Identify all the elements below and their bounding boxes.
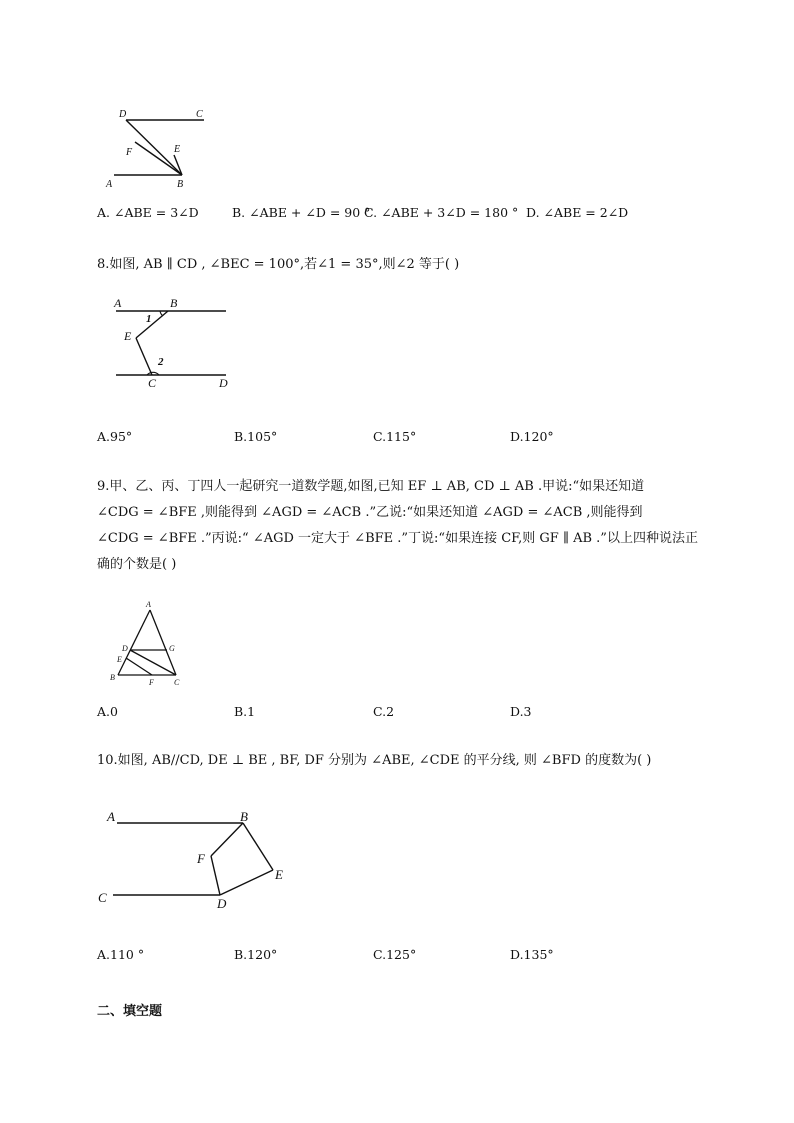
q10-label-f: F xyxy=(197,851,205,866)
q7-label-c: C xyxy=(196,109,203,120)
q10-figure xyxy=(95,805,295,915)
q7-figure xyxy=(100,100,220,195)
q7-label-d: D xyxy=(119,109,127,120)
q7-label-b: B xyxy=(177,179,184,190)
q9-label-c: C xyxy=(174,678,180,687)
q9-stem-line-3: ∠CDG = ∠BFE .”丙说:“ ∠AGD 一定大于 ∠BFE .”丁说:“如果连接 CF,则 GF ∥ AB .”以上四种说法正 xyxy=(97,531,698,546)
q8-option-a[interactable]: A.95° xyxy=(97,429,133,444)
q7-option-b[interactable]: B. ∠ABE + ∠D = 90 ° xyxy=(232,205,371,220)
q9-stem xyxy=(97,474,707,578)
q9-option-b[interactable]: B.1 xyxy=(234,704,256,719)
q7-option-c[interactable]: C. ∠ABE + 3∠D = 180 ° xyxy=(364,205,519,220)
q10-label-e: E xyxy=(275,867,283,882)
q8-angle-1: 1 xyxy=(146,313,152,325)
q7-label-a: A xyxy=(106,179,113,190)
q10-option-d[interactable]: D.135° xyxy=(510,947,554,962)
q10-label-a: A xyxy=(107,809,115,824)
q8-label-b: B xyxy=(170,296,178,310)
q8-option-b[interactable]: B.105° xyxy=(234,429,278,444)
q8-options xyxy=(97,429,737,447)
q9-label-f: F xyxy=(149,678,154,687)
q10-stem: 10.如图, AB//CD, DE ⊥ BE , BF, DF 分别为 ∠ABE, ∠CDE 的平分线, 则 ∠BFD 的度数为( ) xyxy=(97,753,652,768)
q8-label-e: E xyxy=(124,329,132,343)
q8-angle-2: 2 xyxy=(158,356,164,368)
q8-label-d: D xyxy=(219,376,228,390)
q7-option-a[interactable]: A. ∠ABE = 3∠D xyxy=(97,205,199,220)
q7-options xyxy=(97,205,737,223)
q7-label-e: E xyxy=(174,144,181,155)
q9-label-g: G xyxy=(169,644,175,653)
section-heading-fill-in: 二、填空题 xyxy=(97,1004,163,1019)
q10-option-b[interactable]: B.120° xyxy=(234,947,278,962)
q7-option-d[interactable]: D. ∠ABE = 2∠D xyxy=(526,205,629,220)
q9-label-a: A xyxy=(146,600,151,609)
q8-figure xyxy=(108,292,238,392)
q10-options xyxy=(97,947,737,965)
q9-stem-line-4: 确的个数是( ) xyxy=(97,557,177,572)
q9-option-d[interactable]: D.3 xyxy=(510,704,532,719)
q9-label-b: B xyxy=(110,673,115,682)
q10-label-d: D xyxy=(217,896,227,911)
q9-stem-line-2: ∠CDG = ∠BFE ,则能得到 ∠AGD = ∠ACB .”乙说:“如果还知道 ∠AGD = ∠ACB ,则能得到 xyxy=(97,505,643,520)
q9-option-a[interactable]: A.0 xyxy=(97,704,118,719)
q8-option-c[interactable]: C.115° xyxy=(373,429,417,444)
q9-label-d: D xyxy=(122,644,128,653)
q7-label-f: F xyxy=(126,147,133,158)
q9-figure xyxy=(108,598,188,690)
q10-label-b: B xyxy=(240,809,248,824)
q10-label-c: C xyxy=(98,890,107,905)
q8-label-a: A xyxy=(114,296,122,310)
q8-stem: 8.如图, AB ∥ CD , ∠BEC = 100°,若∠1 = 35°,则∠2 等于( ) xyxy=(97,257,460,272)
q8-label-c: C xyxy=(148,376,157,390)
q9-stem-line-1: 9.甲、乙、丙、丁四人一起研究一道数学题,如图,已知 EF ⊥ AB, CD ⊥ AB .甲说:“如果还知道 xyxy=(97,479,645,494)
q10-option-c[interactable]: C.125° xyxy=(373,947,417,962)
q9-option-c[interactable]: C.2 xyxy=(373,704,395,719)
q10-option-a[interactable]: A.110 ° xyxy=(97,947,145,962)
q9-options xyxy=(97,704,737,722)
q9-label-e: E xyxy=(117,655,122,664)
q8-option-d[interactable]: D.120° xyxy=(510,429,554,444)
